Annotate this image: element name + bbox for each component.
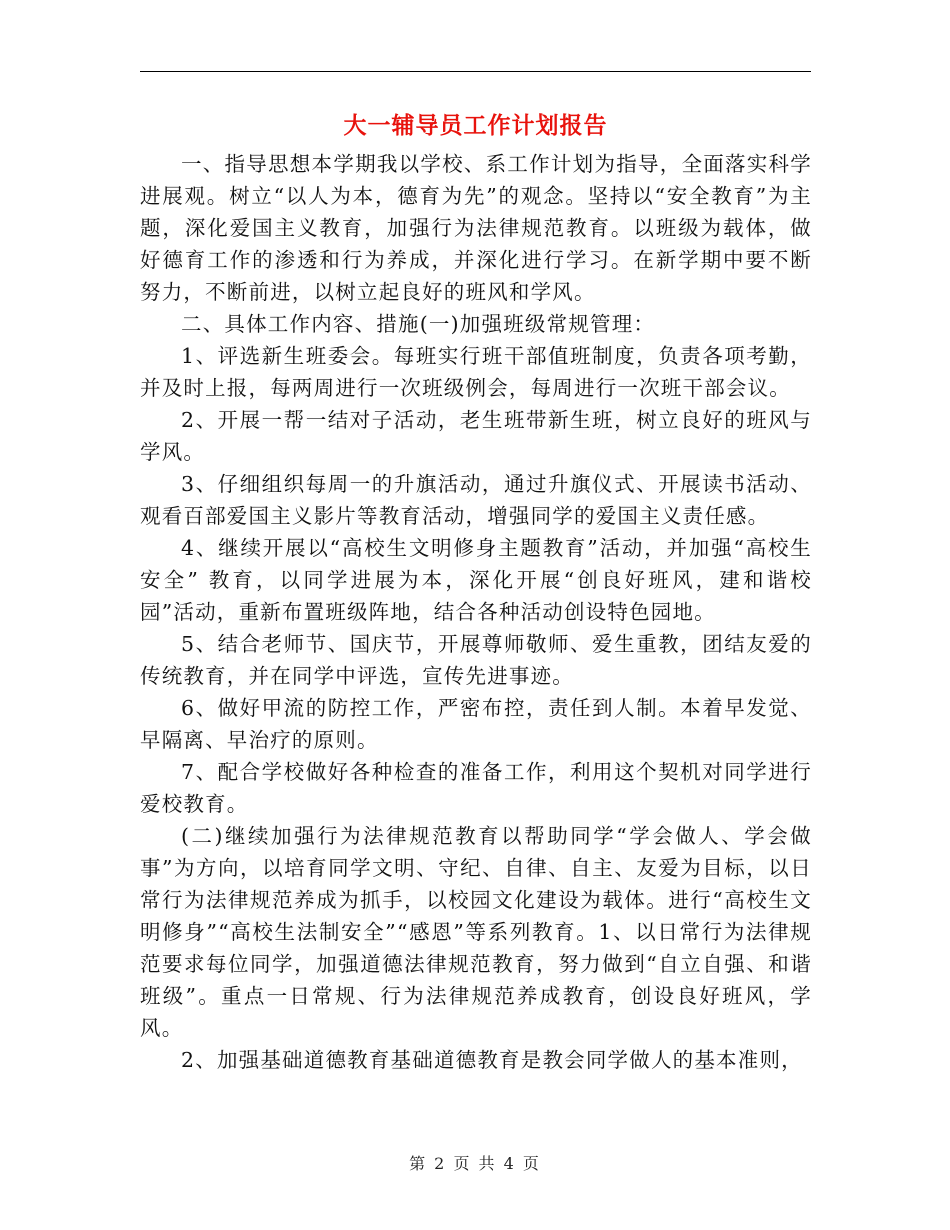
paragraph-item-1: 1、评选新生班委会。每班实行班干部值班制度，负责各项考勤，并及时上报，每两周进行一次班级例会，每周进行一次班干部会议。 [140,344,812,400]
paragraph-section-2: (二)继续加强行为法律规范教育以帮助同学“学会做人、学会做事”为方向，以培育同学文明、守纪、自律、自主、友爱为目标，以日常行为法律规范养成为抓手，以校园文化建设为载体。进行“高校生文明修身”“高校生法制安全”“感恩”等系列教育。1、以日常行为法律规范要求每位同学，加强道德法律规范教育，努力做到“自立自强、和谐班级”。重点一日常规、行为法律规范养成教育，创设良好班风，学风。 [140,824,812,1040]
paragraph-item-5: 5、结合老师节、国庆节，开展尊师敬师、爱生重教，团结友爱的传统教育，并在同学中评选，宣传先进事迹。 [140,632,812,688]
paragraph-item-4: 4、继续开展以“高校生文明修身主题教育”活动，并加强“高校生安全” 教育，以同学进展为本，深化开展“创良好班风，建和谐校园”活动，重新布置班级阵地，结合各种活动创设特色园地。 [140,536,812,624]
paragraph-work-content-heading: 二、具体工作内容、措施(一)加强班级常规管理： [181,312,656,336]
paragraph-guiding-ideology: 一、指导思想本学期我以学校、系工作计划为指导，全面落实科学进展观。树立“以人为本，德育为先”的观念。坚持以“安全教育”为主题，深化爱国主义教育，加强行为法律规范教育。以班级为载体，做好德育工作的渗透和行为养成，并深化进行学习。在新学期中要不断努力，不断前进，以树立起良好的班风和学风。 [140,152,812,304]
paragraph-item-7: 7、配合学校做好各种检查的准备工作，利用这个契机对同学进行爱校教育。 [140,760,812,816]
paragraph-item-6: 6、做好甲流的防控工作，严密布控，责任到人制。本着早发觉、早隔离、早治疗的原则。 [140,696,812,752]
paragraph-item-2: 2、开展一帮一结对子活动，老生班带新生班，树立良好的班风与学风。 [140,408,812,464]
header-rule [140,71,811,72]
paragraph-item-3: 3、仔细组织每周一的升旗活动，通过升旗仪式、开展读书活动、观看百部爱国主义影片等教育活动，增强同学的爱国主义责任感。 [140,472,812,528]
page-number: 第 2 页 共 4 页 [409,1154,541,1173]
document-title: 大一辅导员工作计划报告 [343,112,608,139]
document-body [140,148,812,1076]
paragraph-section-2-item-2: 2、加强基础道德教育基础道德教育是教会同学做人的基本准则， [181,1048,803,1072]
